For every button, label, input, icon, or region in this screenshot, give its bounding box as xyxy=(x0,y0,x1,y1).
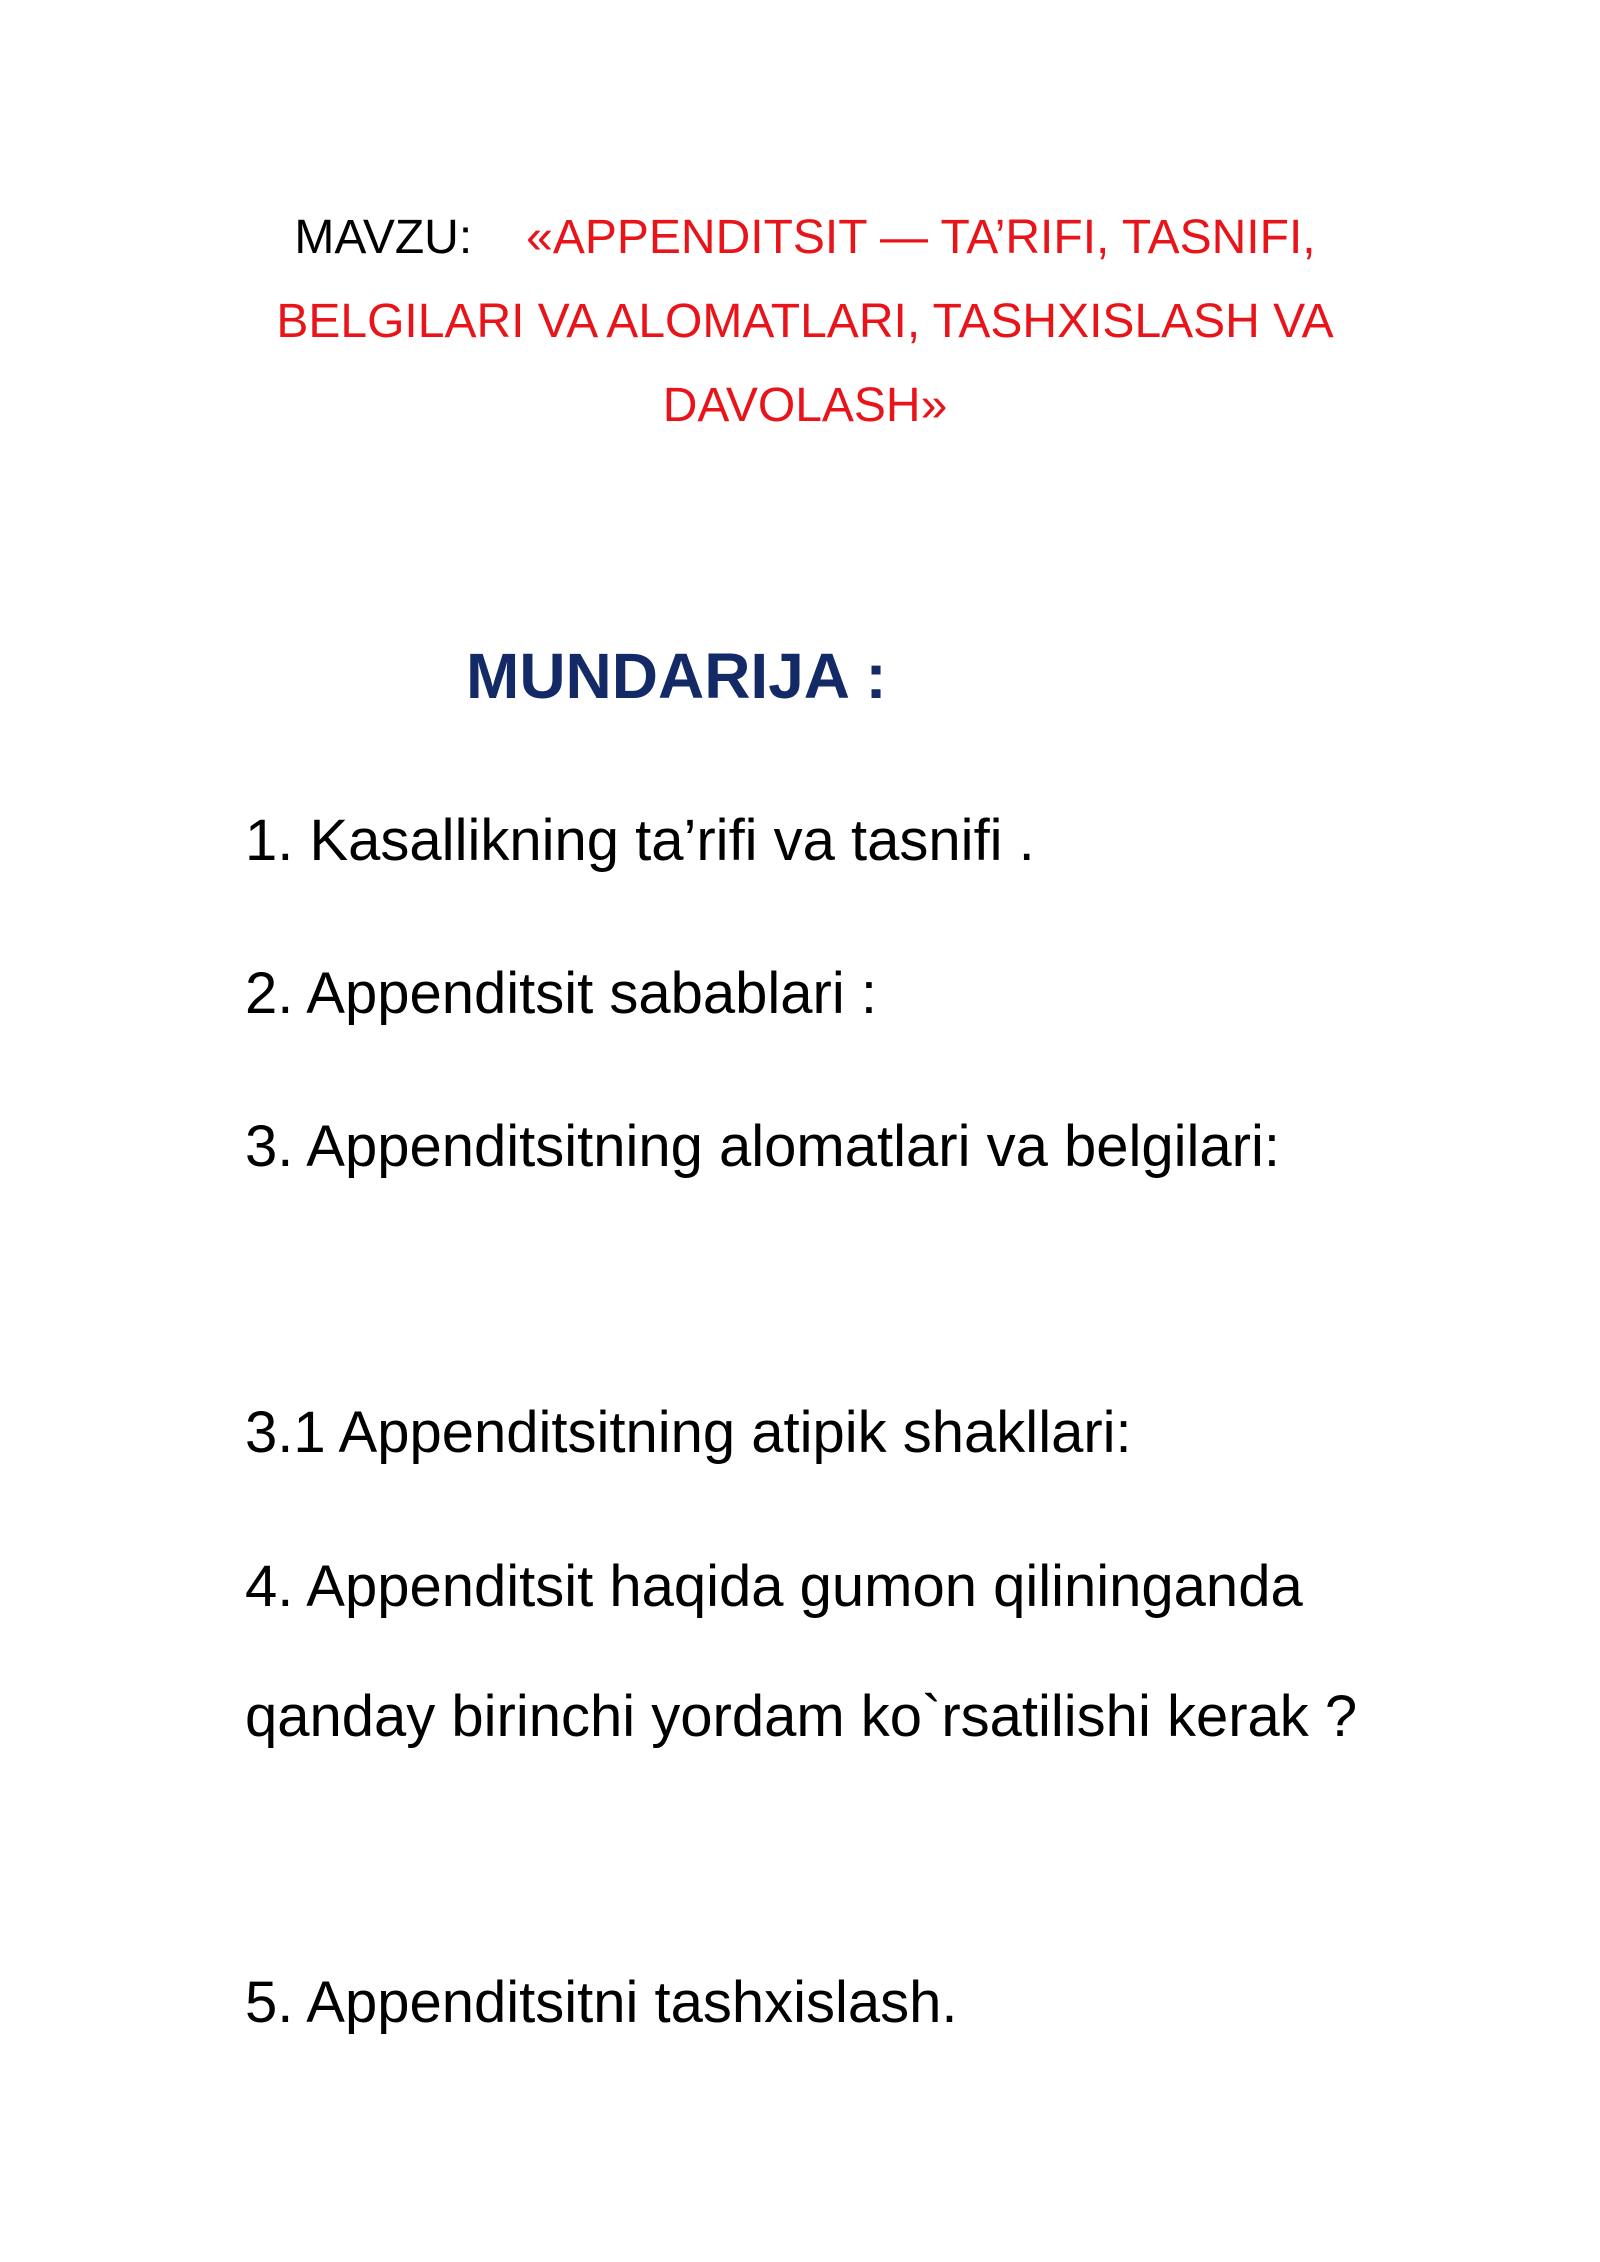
toc-item-text: 5. Appenditsitni tashxislash. xyxy=(245,1970,958,2035)
toc-item-text: 3.1 Appenditsitning atipik shakllari: xyxy=(245,1400,1132,1465)
toc-item-5 xyxy=(245,1938,1365,2068)
toc-item-text: 3. Appenditsitning alomatlari va belgilari: xyxy=(245,1114,1280,1179)
topic-label: MAVZU: xyxy=(294,211,473,264)
topic-title: «APPENDITSIT — TA’RIFI, TASNIFI, BELGILARI VA ALOMATLARI, TASHXISLASH VA DAVOLASH» xyxy=(276,211,1334,432)
toc-item-text: 1. Kasallikning ta’rifi va tasnifi . xyxy=(245,808,1035,873)
toc-item-3-1 xyxy=(245,1368,1365,1498)
toc-item-text: 2. Appenditsit sabablari : xyxy=(245,961,877,1026)
topic-block xyxy=(250,196,1360,448)
toc-item-2 xyxy=(245,929,1365,1059)
toc-item-text: 4. Appenditsit haqida gumon qilininganda qanday birinchi yordam ko`rsatilishi kerak ? xyxy=(245,1554,1358,1749)
toc-item-3 xyxy=(245,1082,1365,1212)
table-of-contents-heading: MUNDARIJA : xyxy=(466,640,887,712)
toc-item-4 xyxy=(245,1522,1365,1782)
toc-item-1 xyxy=(245,776,1365,906)
